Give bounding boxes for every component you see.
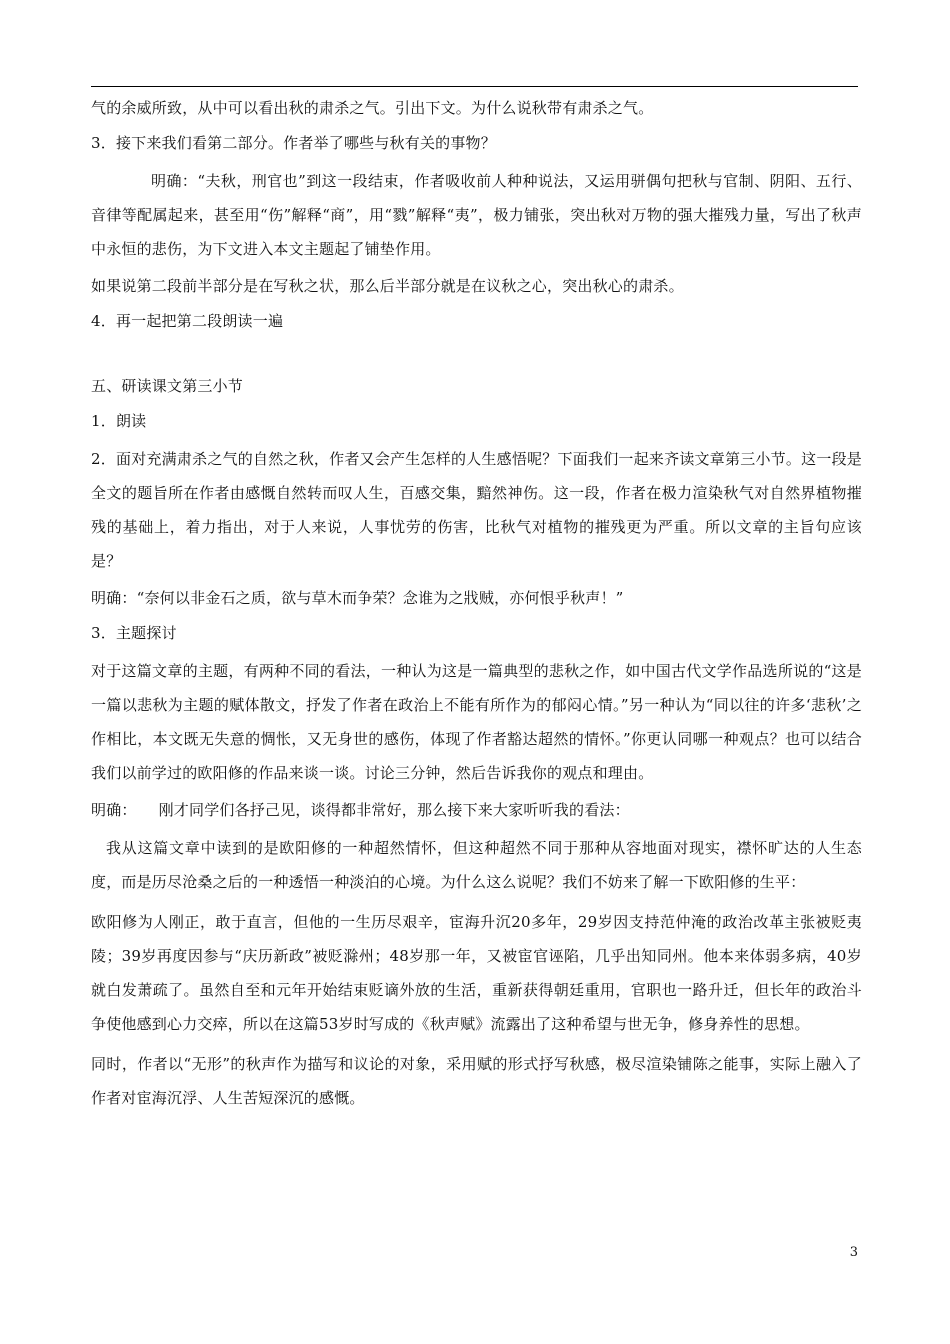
answer-label: 明确： — [91, 801, 137, 819]
paragraph-conclusion: 同时，作者以“无形”的秋声作为描写和议论的对象，采用赋的形式抒写秋感，极尽渲染铺陈之能事，实际上融入了作者对宦海沉浮、人生苦短深沉的感慨。 — [91, 1055, 862, 1107]
paragraph-theme-discussion: 对于这篇文章的主题，有两种不同的看法，一种认为这是一篇典型的悲秋之作，如中国古代文学作品选所说的“这是一篇以悲秋为主题的赋体散文，抒发了作者在政治上不能有所作为的郁闷心情。”另一种认为“同以往的许多‘悲秋’之作相比，本文既无失意的惆怅，又无身世的感伤，体现了作者豁达超然的情怀。”你更认同哪一种观点？也可以结合我们以前学过的欧阳修的作品来谈一谈。讨论三分钟，然后告诉我你的观点和理由。 — [91, 662, 862, 782]
paragraph-biography: 欧阳修为人刚正，敢于直言，但他的一生历尽艰辛，宦海升沉20多年，29岁因支持范仲淹的政治改革主张被贬夷陵；39岁再度因参与“庆历新政”被贬滁州；48岁那一年，又被宦官诬陷，几乎出知同州。他本来体弱多病，40岁就白发萧疏了。虽然自至和元年开始结束贬谪外放的生活，重新获得朝廷重用，官职也一路升迁，但长年的政治斗争使他感到心力交瘁，所以在这篇53岁时写成的《秋声赋》流露出了这种希望与世无争，修身养性的思想。 — [91, 913, 862, 1033]
paragraph-question-3: 3．接下来我们看第二部分。作者举了哪些与秋有关的事物？ — [91, 134, 496, 152]
paragraph-author-view: 我从这篇文章中读到的是欧阳修的一种超然情怀，但这种超然不同于那种从容地面对现实，襟怀旷达的人生态度，而是历尽沧桑之后的一种透悟一种淡泊的心境。为什么这么说呢？我们不妨来了解一下欧阳修的生平： — [91, 839, 862, 891]
paragraph-step-1: 1．朗读 — [91, 412, 147, 430]
section-heading-5: 五、研读课文第三小节 — [91, 377, 244, 395]
section-gap — [91, 342, 862, 372]
paragraph-answer-part2: 明确：“夫秋，刑官也”到这一段结束，作者吸收前人种种说法，又运用骈偶句把秋与官制、阴阳、五行、音律等配属起来，甚至用“伤”解释“商”，用“戮”解释“夷”，极力铺张，突出秋对万物的强大摧残力量，写出了秋声中永恒的悲伤，为下文进入本文主题起了铺垫作用。 — [91, 172, 862, 258]
paragraph-answer-theme-sentence: 明确：“奈何以非金石之质，欲与草木而争荣？念谁为之戕贼，亦何恨乎秋声！” — [91, 589, 624, 607]
header-rule — [91, 86, 858, 87]
paragraph-step-3: 3．主题探讨 — [91, 624, 177, 642]
paragraph-read-again: 4．再一起把第二段朗读一遍 — [91, 312, 284, 330]
paragraph-step-2: 2．面对充满肃杀之气的自然之秋，作者又会产生怎样的人生感悟呢？下面我们一起来齐读文章第三小节。这一段是全文的题旨所在作者由感慨自然转而叹人生，百感交集，黯然神伤。这一段，作者在极力渲染秋气对自然界植物摧残的基础上，着力指出，对于人来说，人事忧劳的伤害，比秋气对植物的摧残更为严重。所以文章的主旨句应该是？ — [91, 450, 862, 570]
paragraph-continuation: 气的余威所致，从中可以看出秋的肃杀之气。引出下文。为什么说秋带有肃杀之气。 — [91, 99, 654, 117]
answer-text: 刚才同学们各抒己见，谈得都非常好，那么接下来大家听听我的看法： — [158, 801, 630, 819]
paragraph-summary-part2: 如果说第二段前半部分是在写秋之状，那么后半部分就是在议秋之心，突出秋心的肃杀。 — [91, 277, 684, 295]
document-body — [91, 94, 862, 1121]
page-number: 3 — [849, 1245, 858, 1260]
paragraph-answer-intro — [91, 796, 862, 824]
